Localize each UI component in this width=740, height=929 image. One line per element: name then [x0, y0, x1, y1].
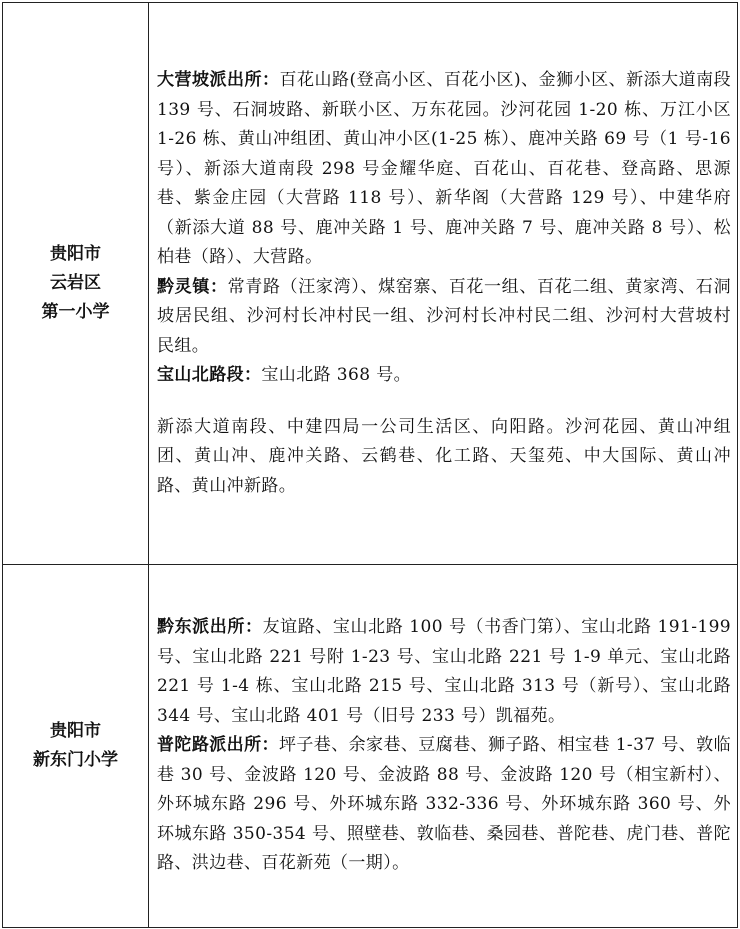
- school-name-line: 贵阳市: [50, 244, 101, 264]
- area-block: [157, 273, 731, 362]
- block-spacer: [157, 391, 731, 413]
- school-name-line: 云岩区: [50, 273, 101, 293]
- area-block-label: 黔灵镇：: [157, 276, 228, 297]
- district-area-cell: [149, 565, 738, 928]
- area-block: [157, 361, 731, 391]
- area-block: [157, 66, 731, 273]
- area-block-label: 大营坡派出所：: [157, 70, 280, 90]
- area-block-text: 友谊路、宝山北路 100 号（书香门第）、宝山北路 191-199 号、宝山北路 221 号附 1-23 号、宝山北路 221 号 1-9 单元、宝山北路 221 号 1-4 栋、宝山北路 215 号、宝山北路 313 号（新号）、宝山北路 344 号、宝山北路 401 号（旧号 233 号）凯福苑。: [157, 617, 731, 726]
- area-block-label: 宝山北路段：: [157, 365, 262, 385]
- table-row: [3, 565, 738, 928]
- area-block-text: 新添大道南段、中建四局一公司生活区、向阳路。沙河花园、黄山冲组团、黄山冲、鹿冲关路、云鹤巷、化工路、天玺苑、中大国际、黄山冲路、黄山冲新路。: [157, 416, 731, 496]
- area-block-text: 常青路（汪家湾）、煤窑寨、百花一组、百花二组、黄家湾、石洞坡居民组、沙河村长冲村民一组、沙河村长冲村民二组、沙河村大营坡村民组。: [157, 276, 731, 356]
- area-block-text: 宝山北路 368 号。: [261, 365, 412, 385]
- school-name-line: 贵阳市: [50, 721, 101, 741]
- school-name-line: 第一小学: [41, 302, 110, 322]
- table-row: [3, 3, 738, 565]
- area-block: [157, 731, 731, 879]
- school-name-line: 新东门小学: [33, 750, 118, 770]
- district-area-cell: [149, 3, 738, 565]
- school-name-cell: [3, 565, 149, 928]
- area-block-label: 黔东派出所：: [157, 617, 263, 638]
- school-name-cell: [3, 3, 149, 565]
- area-block: [157, 613, 731, 731]
- school-district-table: [2, 2, 738, 928]
- area-block-text: 百花山路(登高小区、百花小区)、金狮小区、新添大道南段 139 号、石洞坡路、新联小区、万东花园。沙河花园 1-20 栋、万江小区 1-26 栋、黄山冲组团、黄山冲小区(1-25 栋）、鹿冲关路 69 号（1 号-16 号）、新添大道南段 298 号金耀华庭、百花山、百花巷、登高路、思源巷、紫金庄园（大营路 118 号）、新华阁（大营路 129 号）、中建华府（新添大道 88 号、鹿冲关路 1 号、鹿冲关路 7 号、鹿冲关路 8 号）、松柏巷（路）、大营路。: [157, 70, 731, 267]
- area-block-text: 坪子巷、余家巷、豆腐巷、狮子路、相宝巷 1-37 号、敦临巷 30 号、金波路 120 号、金波路 88 号、金波路 120 号（相宝新村）、外环城东路 296 号、外环城东路 332-336 号、外环城东路 360 号、外环城东路 350-354 号、照壁巷、敦临巷、桑园巷、普陀巷、虎门巷、普陀路、洪边巷、百花新苑（一期）。: [157, 735, 731, 874]
- area-block: [157, 413, 731, 502]
- area-block-label: 普陀路派出所：: [157, 735, 279, 756]
